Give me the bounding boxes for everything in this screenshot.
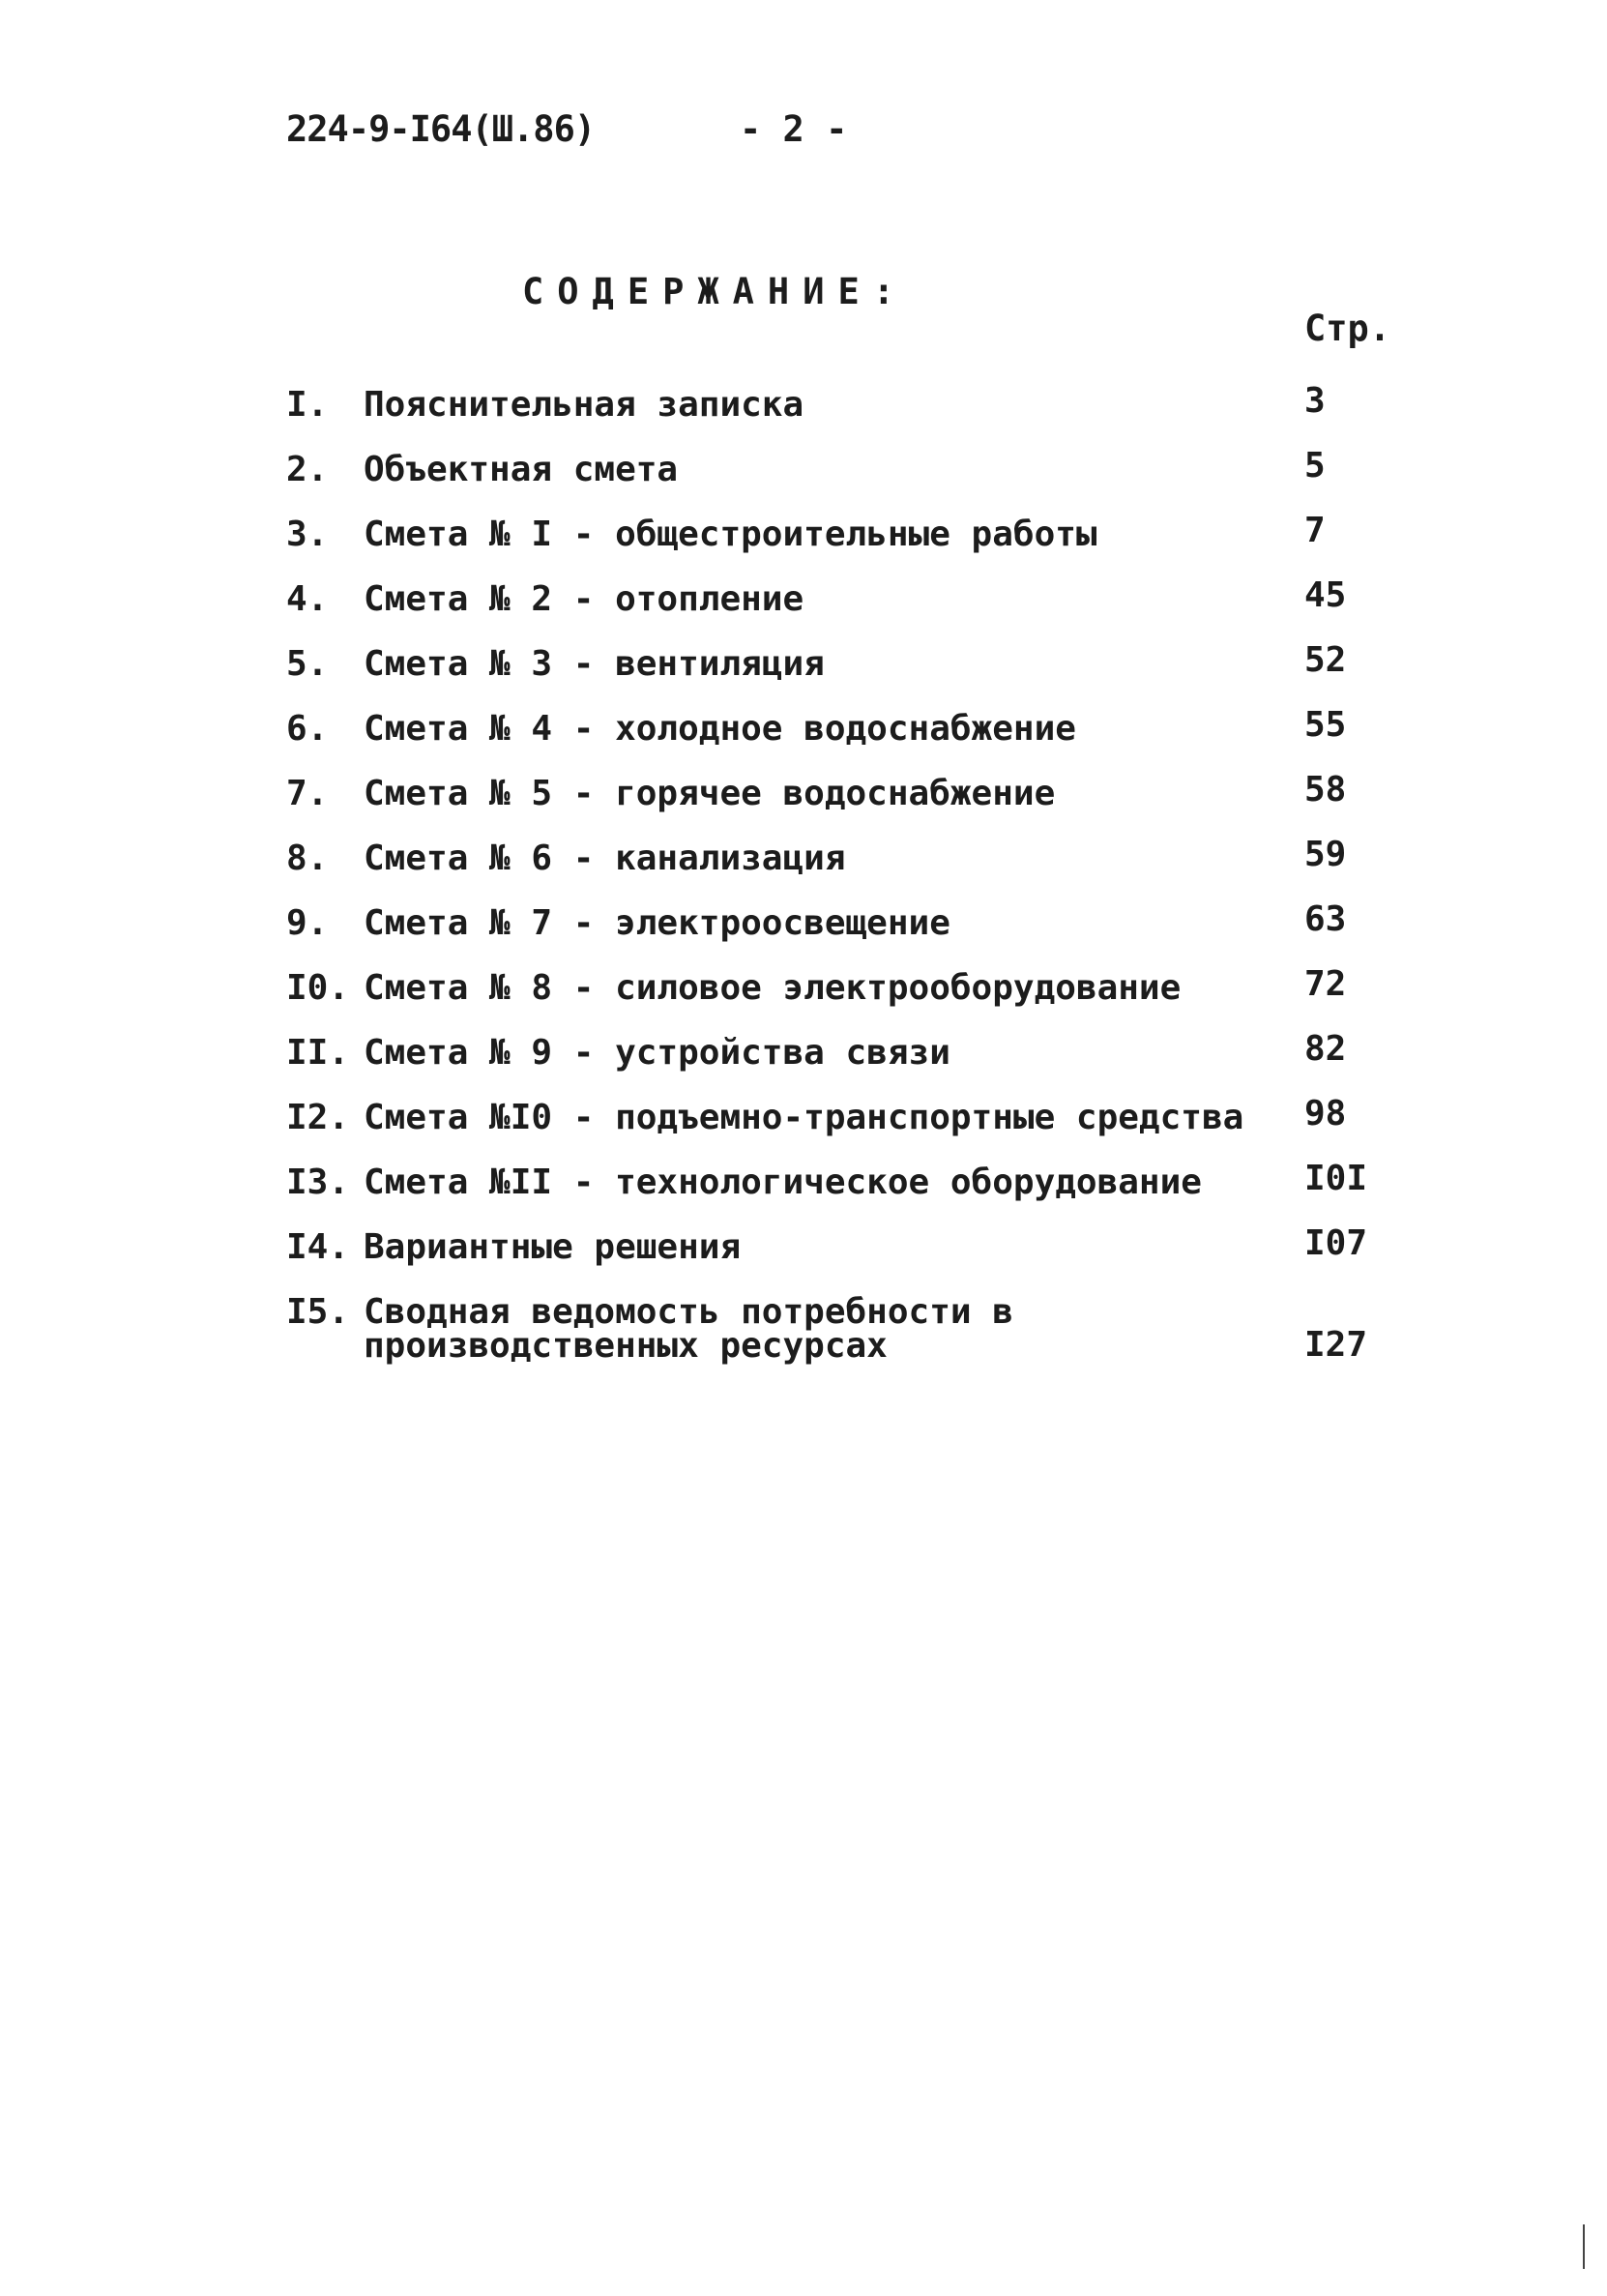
toc-item-number: 6. [286, 709, 329, 749]
toc-item [286, 642, 1398, 707]
toc-item [286, 383, 1398, 448]
toc-item-title: Смета №I0 - подъемно-транспортные средства [364, 1098, 1244, 1137]
page-number: - 2 - [740, 108, 848, 150]
toc-item [286, 707, 1398, 772]
toc-item-title: Смета № 7 - электроосвещение [364, 903, 950, 943]
toc-item [286, 1225, 1398, 1290]
toc-item-page: I0I [1304, 1159, 1368, 1198]
toc-item-page: I27 [1304, 1325, 1368, 1365]
toc-item-title [364, 1290, 1292, 1368]
toc-item-title: Смета № 8 - силовое электрооборудование [364, 968, 1182, 1008]
toc-item-number: I3. [286, 1163, 350, 1202]
document-code: 224-9-I64(Ш.86) [286, 108, 596, 150]
toc-item-page: 52 [1304, 640, 1347, 680]
toc-item-number: 5. [286, 644, 329, 684]
toc-item-title: Смета №II - технологическое оборудование [364, 1163, 1202, 1202]
toc-item-title: Смета № 3 - вентиляция [364, 644, 825, 684]
toc-item-title: Пояснительная записка [364, 385, 804, 425]
toc-item [286, 1096, 1398, 1161]
page-column-header: Стр. [1304, 308, 1391, 349]
toc-item-page: 55 [1304, 705, 1347, 745]
toc-item-title-line2: производственных ресурсах [364, 1326, 888, 1366]
toc-item-number: 3. [286, 515, 329, 554]
toc-item-page: 72 [1304, 964, 1347, 1004]
toc-item-title: Смета № 2 - отопление [364, 579, 804, 619]
toc-item-page: 59 [1304, 835, 1347, 874]
toc-item [286, 837, 1398, 901]
toc-item-title: Смета № 4 - холодное водоснабжение [364, 709, 1076, 749]
toc-item-number: 4. [286, 579, 329, 619]
toc-item-page: 7 [1304, 511, 1326, 550]
toc-item-number: 2. [286, 450, 329, 489]
toc-item-page: 98 [1304, 1094, 1347, 1133]
toc-item-title: Объектная смета [364, 450, 679, 489]
toc-item-number: I2. [286, 1098, 350, 1137]
toc-item [286, 448, 1398, 513]
toc-item-number: 7. [286, 774, 329, 813]
toc-item [286, 513, 1398, 577]
toc-item-number: 8. [286, 839, 329, 878]
toc-item-title: Вариантные решения [364, 1227, 742, 1267]
toc-item-number: I0. [286, 968, 350, 1008]
toc-item-page: 5 [1304, 446, 1326, 486]
toc-item-page: I07 [1304, 1223, 1368, 1263]
toc-item [286, 1031, 1398, 1096]
toc-item [286, 966, 1398, 1031]
scan-margin-mark [1583, 2224, 1585, 2269]
toc-item-title: Смета № I - общестроительные работы [364, 515, 1097, 554]
toc-item-title: Смета № 9 - устройства связи [364, 1033, 950, 1073]
toc-item-number: II. [286, 1033, 350, 1073]
table-of-contents [286, 383, 1398, 1377]
toc-item-number: I. [286, 385, 329, 425]
toc-title: СОДЕРЖАНИЕ: [522, 271, 909, 312]
toc-item [286, 1290, 1398, 1377]
toc-item-page: 82 [1304, 1029, 1347, 1069]
toc-item-number: 9. [286, 903, 329, 943]
toc-item [286, 577, 1398, 642]
toc-item-page: 45 [1304, 575, 1347, 615]
toc-item-title: Смета № 6 - канализация [364, 839, 846, 878]
toc-item-number: I5. [286, 1292, 350, 1332]
toc-item [286, 901, 1398, 966]
toc-item-page: 58 [1304, 770, 1347, 809]
toc-item [286, 1161, 1398, 1225]
toc-item-title-line1: Сводная ведомость потребности в [364, 1292, 1013, 1332]
toc-item-title: Смета № 5 - горячее водоснабжение [364, 774, 1056, 813]
toc-item [286, 772, 1398, 837]
toc-item-number: I4. [286, 1227, 350, 1267]
toc-item-page: 63 [1304, 899, 1347, 939]
toc-item-page: 3 [1304, 381, 1326, 421]
